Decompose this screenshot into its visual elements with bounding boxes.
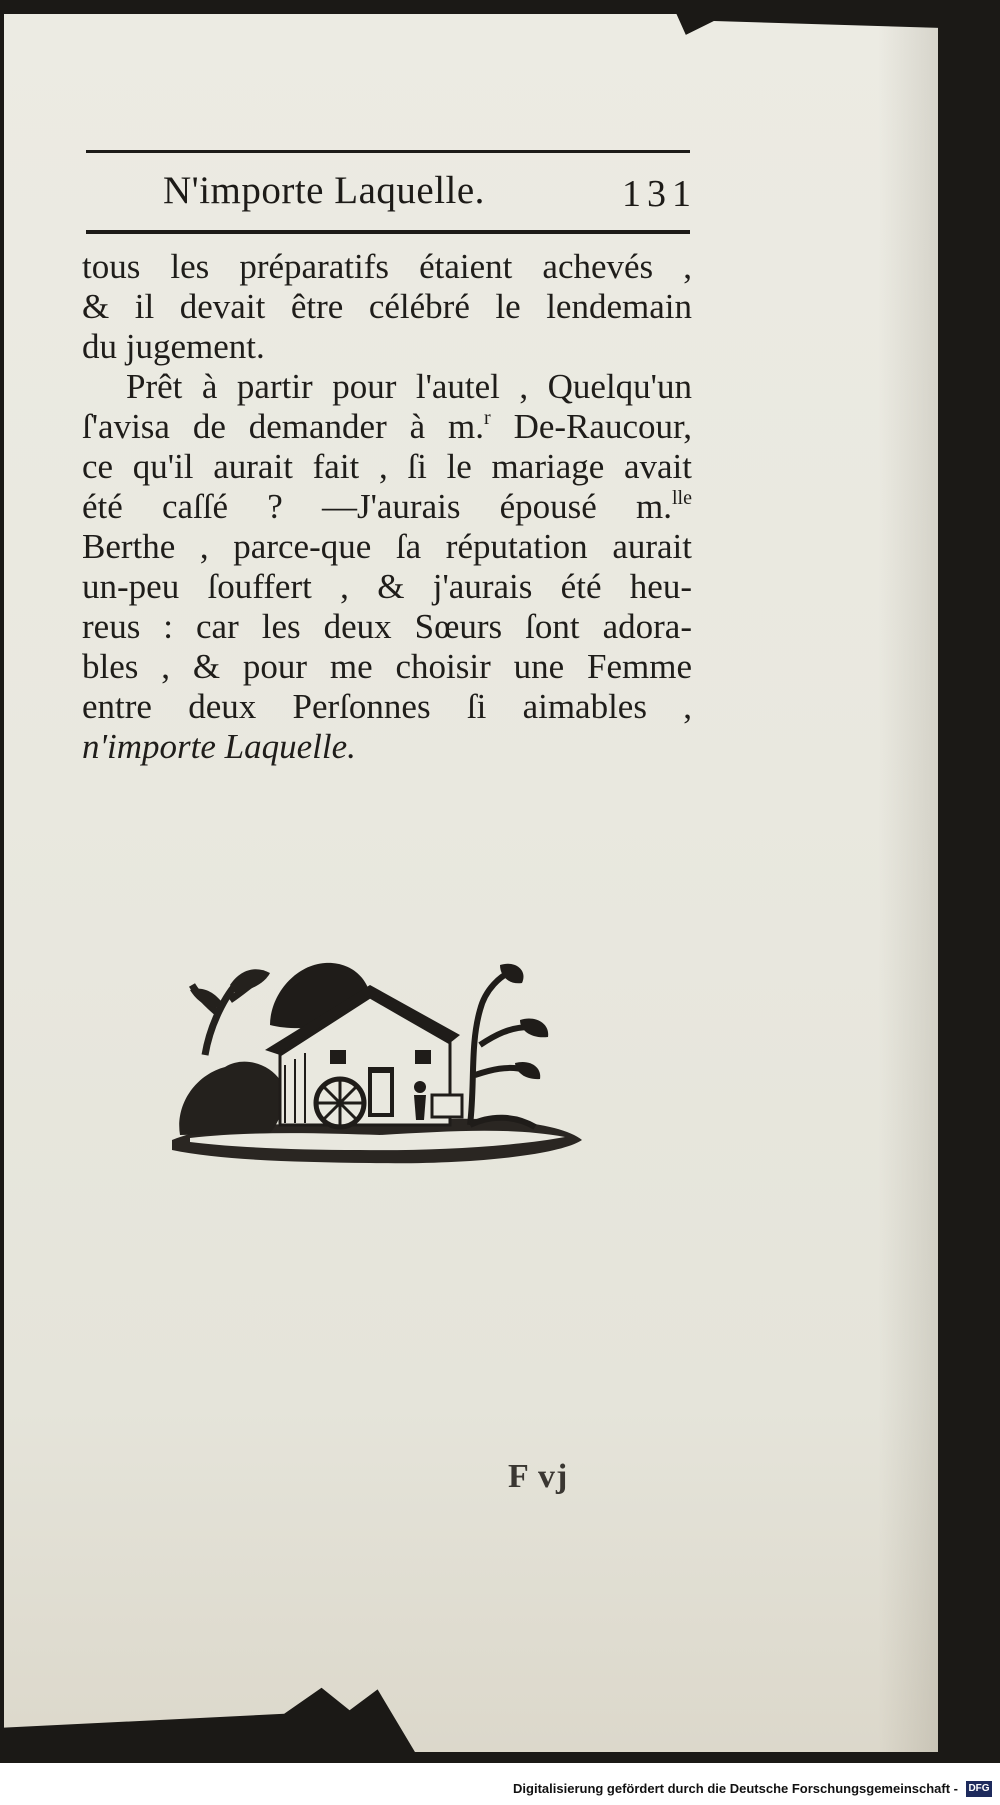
text-line: Prêt à partir pour l'autel , Quelqu'un xyxy=(126,367,692,406)
text-line: reus : car les deux Sœurs ſont adora- xyxy=(82,607,692,646)
text-line: bles , & pour me choisir une Femme xyxy=(82,647,692,686)
text-line: Berthe , parce-que ſa réputation aurait xyxy=(82,527,692,566)
text-line: du jugement. xyxy=(82,327,265,366)
house-woodcut-vignette-icon xyxy=(170,955,585,1170)
text-fragment: ſ'avisa de demander à m. xyxy=(82,407,485,446)
superscript: r xyxy=(484,407,491,429)
text-line: entre deux Perſonnes ſi aimables , xyxy=(82,687,692,726)
header-rule-top xyxy=(86,150,690,153)
digitization-credit: Digitalisierung gefördert durch die Deutsche Forschungsgemeinschaft - xyxy=(513,1781,958,1796)
text-line: ce qu'il aurait fait , ſi le mariage avait xyxy=(82,447,692,486)
dfg-logo: DFG xyxy=(966,1781,992,1797)
header-rule-bottom xyxy=(86,230,690,234)
text-line: & il devait être célébré le lendemain xyxy=(82,287,692,326)
text-line-italic: n'importe Laquelle. xyxy=(82,727,356,766)
text-line: un-peu ſouffert , & j'aurais été heu- xyxy=(82,567,692,606)
page-number: 131 xyxy=(622,173,697,215)
footer-strip xyxy=(0,1763,1000,1805)
signature-mark: F vj xyxy=(508,1458,569,1495)
text-line xyxy=(82,487,692,527)
running-title: N'importe Laquelle. xyxy=(163,169,485,212)
text-fragment: été caſſé ? —J'aurais épousé m. xyxy=(82,487,672,526)
text-line: tous les préparatifs étaient achevés , xyxy=(82,247,692,286)
superscript: lle xyxy=(672,487,692,509)
text-line xyxy=(82,407,692,447)
page-edge-shadow xyxy=(878,14,938,1752)
text-fragment: De-Raucour, xyxy=(490,407,692,446)
